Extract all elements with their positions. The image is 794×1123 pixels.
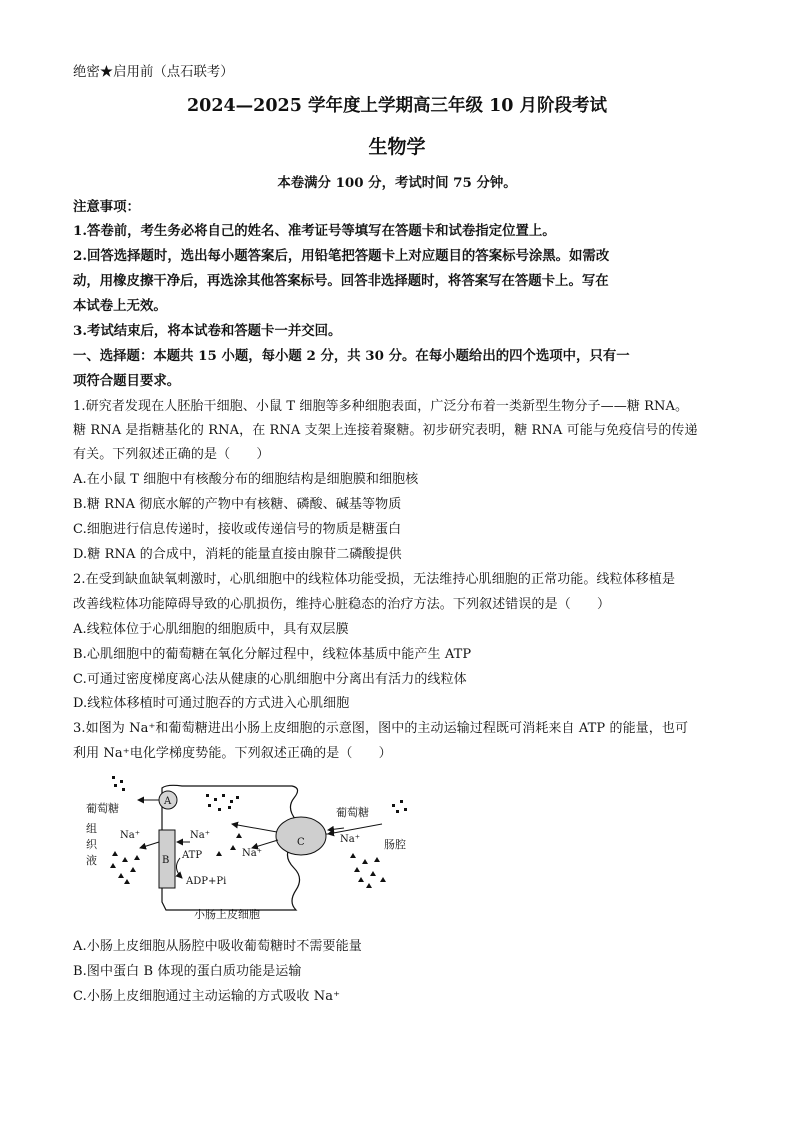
svg-text:B: B (162, 855, 170, 866)
notice-heading: 注意事项： (73, 199, 140, 215)
exam-info: 本卷满分 100 分，考试时间 75 分钟。 (277, 175, 517, 191)
cell-membrane (162, 785, 300, 910)
atp-label: ATP (182, 850, 203, 861)
question-1-option-a: A.在小鼠 T 细胞中有核酸分布的细胞结构是细胞膜和细胞核 (73, 472, 419, 487)
section-heading: 项符合题目要求。 (73, 373, 181, 389)
tissue-fluid-label: 液 (86, 854, 97, 867)
tissue-fluid-label: 组 (86, 822, 97, 835)
question-1-option-d: D.糖 RNA 的合成中，消耗的能量直接由腺苷二磷酸提供 (73, 547, 402, 562)
protein-c (276, 817, 326, 855)
question-3-option-a: A.小肠上皮细胞从肠腔中吸收葡萄糖时不需要能量 (73, 939, 362, 954)
tissue-fluid-label: 织 (86, 838, 97, 851)
question-1-stem: 有关。下列叙述正确的是（ ） (73, 447, 270, 462)
glucose-left-label: 葡萄糖 (86, 802, 119, 815)
exam-title: 2024—2025 学年度上学期高三年级 10 月阶段考试 (186, 96, 608, 116)
adp-pi-label: ADP+Pi (186, 876, 227, 887)
na-label: Na⁺ (340, 834, 360, 845)
subject-title: 生物学 (368, 136, 426, 158)
notice-line: 2.回答选择题时，选出每小题答案后，用铅笔把答题卡上对应题目的答案标号涂黑。如需改 (73, 248, 610, 264)
intestinal-lumen-label: 肠腔 (384, 838, 406, 851)
figure-caption: 小肠上皮细胞 (194, 908, 260, 920)
secret-mark: 绝密★启用前（点石联考） (73, 65, 234, 80)
question-2-option-a: A.线粒体位于心肌细胞的细胞质中，具有双层膜 (73, 622, 349, 637)
question-1-option-c: C.细胞进行信息传递时，接收或传递信号的物质是糖蛋白 (73, 522, 402, 537)
notice-line: 动，用橡皮擦干净后，再选涂其他答案标号。回答非选择题时，将答案写在答题卡上。写在 (73, 273, 609, 289)
question-2-stem: 改善线粒体功能障碍导致的心肌损伤，维持心脏稳态的治疗方法。下列叙述错误的是（ ） (73, 597, 611, 612)
svg-text:C: C (297, 837, 305, 848)
question-2-option-b: B.心肌细胞中的葡萄糖在氧化分解过程中，线粒体基质中能产生 ATP (73, 647, 472, 662)
notice-line: 3.考试结束后，将本试卷和答题卡一并交回。 (73, 323, 342, 339)
question-3-stem: 利用 Na⁺电化学梯度势能。下列叙述正确的是（ ） (73, 746, 392, 761)
svg-text:A: A (164, 796, 172, 807)
notice-line: 1.答卷前，考生务必将自己的姓名、准考证号等填写在答题卡和试卷指定位置上。 (73, 223, 556, 239)
question-1-stem: 1.研究者发现在人胚胎干细胞、小鼠 T 细胞等多种细胞表面，广泛分布着一类新型生物分子——糖 RNA。 (73, 399, 689, 414)
question-1-stem: 糖 RNA 是指糖基化的 RNA，在 RNA 支架上连接着聚糖。初步研究表明，糖 RNA 可能与免疫信号的传递 (73, 423, 698, 438)
na-label: Na⁺ (190, 830, 210, 841)
question-2-option-c: C.可通过密度梯度离心法从健康的心肌细胞中分离出有活力的线粒体 (73, 672, 467, 687)
transport-diagram (82, 772, 416, 920)
section-heading: 一、选择题：本题共 15 小题，每小题 2 分，共 30 分。在每小题给出的四个选项中，只有一 (73, 348, 630, 364)
notice-line: 本试卷上无效。 (73, 298, 167, 314)
question-2-stem: 2.在受到缺血缺氧刺激时，心肌细胞中的线粒体功能受损，无法维持心肌细胞的正常功能。线粒体移植是 (73, 572, 676, 587)
na-label: Na⁺ (120, 830, 140, 841)
question-2-option-d: D.线粒体移植时可通过胞吞的方式进入心肌细胞 (73, 696, 350, 711)
question-3-stem: 3.如图为 Na⁺和葡萄糖进出小肠上皮细胞的示意图，图中的主动运输过程既可消耗来自 ATP 的能量，也可 (73, 721, 689, 736)
question-3-option-b: B.图中蛋白 B 体现的蛋白质功能是运输 (73, 964, 302, 979)
na-label: Na⁺ (242, 848, 262, 859)
question-3-option-c: C.小肠上皮细胞通过主动运输的方式吸收 Na⁺ (73, 989, 341, 1004)
question-1-option-b: B.糖 RNA 彻底水解的产物中有核糖、磷酸、碱基等物质 (73, 497, 402, 512)
glucose-right-label: 葡萄糖 (336, 806, 369, 819)
